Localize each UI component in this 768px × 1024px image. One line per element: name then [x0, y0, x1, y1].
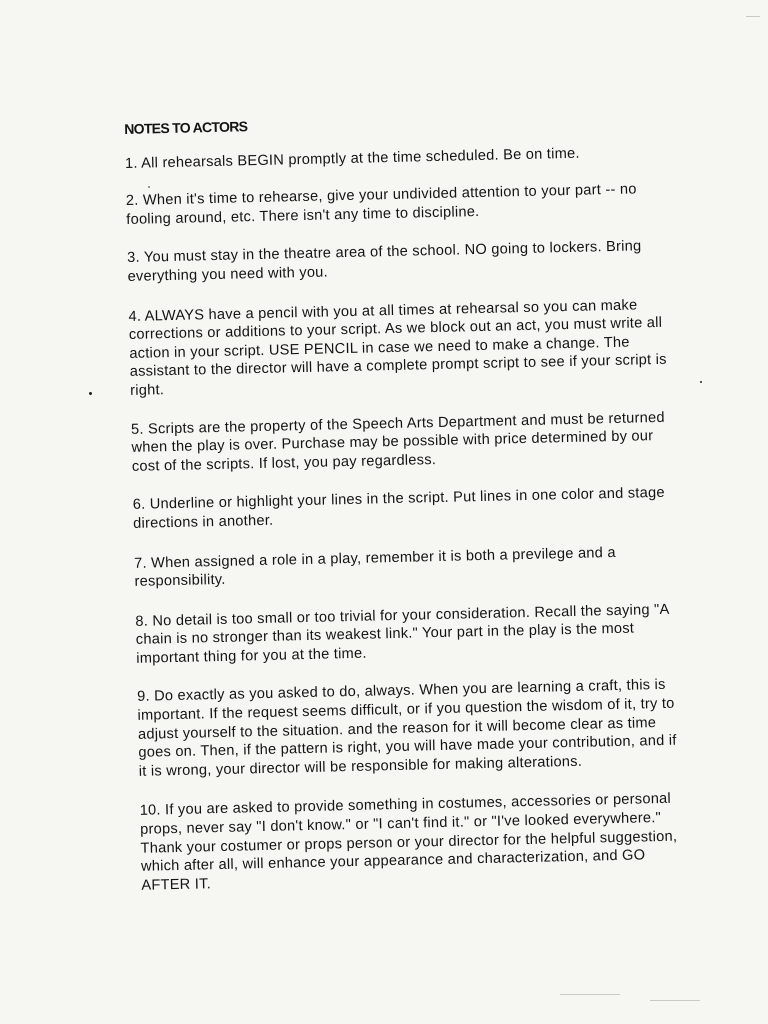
note-5: 5. Scripts are the property of the Speech Arts Department and must be returned when the play is over. Purchase may be possible with price determined by our cost of the scripts. If lost, you pay regardless. — [130, 409, 665, 475]
note-8: 8. No detail is too small or too trivial for your consideration. Recall the saying "A chain is no stronger than its weakest link." Your part in the play is the most important thing for you at the time. — [135, 601, 669, 667]
document-body — [124, 106, 681, 895]
note-7: 7. When assigned a role in a play, remember it is both a previlege and a responsibility. — [133, 544, 616, 590]
note-3: 3. You must stay in the theatre area of the school. NO going to lockers. Bring everything you need with you. — [127, 238, 642, 285]
note-1: 1. All rehearsals BEGIN promptly at the time scheduled. Be on time. — [124, 145, 580, 172]
scan-smudge — [746, 16, 760, 17]
note-6: 6. Underline or highlight your lines in the script. Put lines in one color and stage directions in another. — [132, 485, 665, 532]
scan-smudge — [650, 1000, 700, 1001]
note-2: 2. When it's time to rehearse, give your undivided attention to your part -- no fooling around, etc. There isn't any time to discipline. — [125, 181, 637, 228]
scan-smudge — [560, 994, 620, 995]
note-9: 9. Do exactly as you asked to do, always. When you are learning a craft, this is important. If the request seems difficult, or if you question the wisdom of it, try to adjust yourself to the situation. and the reason for it will become clear as time goes on. Then, if the pattern is right, you will have made your contribution, and if it is wrong, your director will be responsible for making alterations. — [136, 677, 677, 780]
note-10: 10. If you are asked to provide something in costumes, accessories or personal props, never say "I don't know." or "I can't find it." or "I've looked everywhere." Thank your costumer or props person or your director for the helpful suggestion, which after all, will enhance your appearance and characterization, and GO AFTER IT. — [139, 791, 678, 894]
document-title: NOTES TO ACTORS — [124, 118, 248, 137]
margin-speck — [700, 381, 702, 383]
note-4: 4. ALWAYS have a pencil with you at all times at rehearsal so you can make corrections or additions to your script. As we block out an act, you must write all action in your script. USE PENCIL in case we need to make a change. The assistant to the director will have a complete prompt script to see if your script is right. — [128, 296, 667, 399]
margin-speck — [89, 392, 92, 395]
